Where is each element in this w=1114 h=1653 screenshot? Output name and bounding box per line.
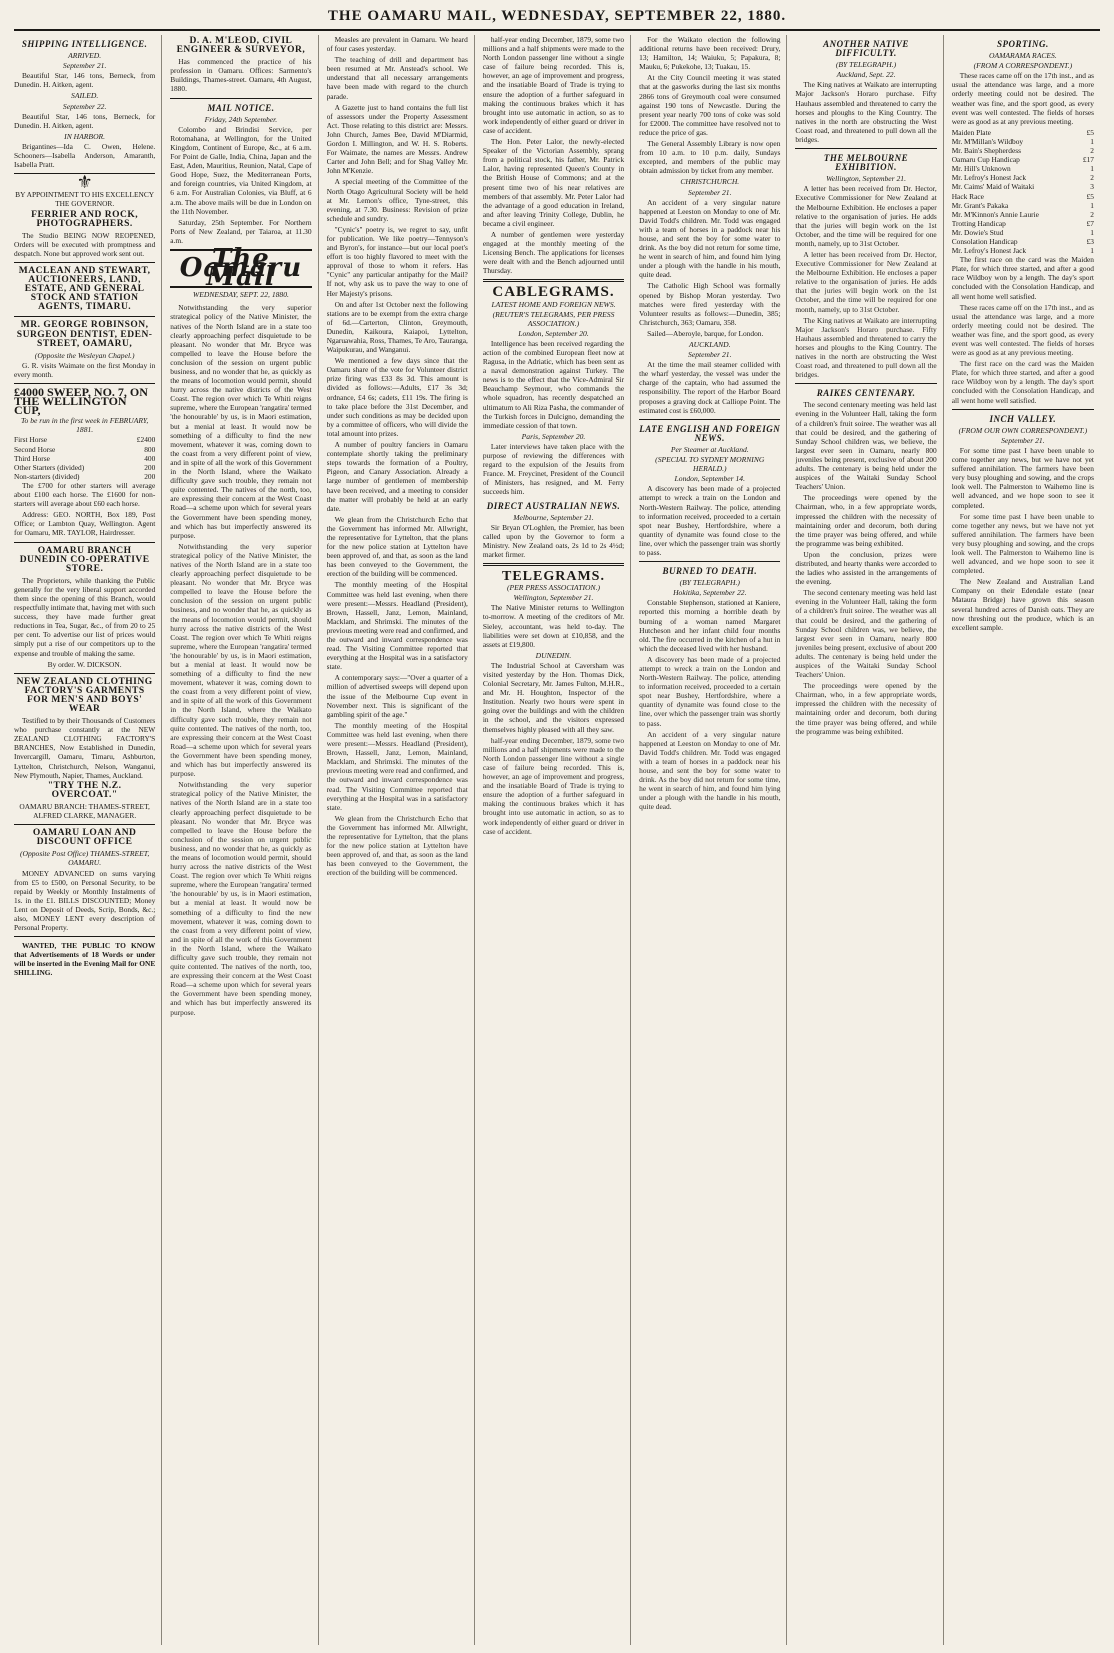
native-difficulty-credit: (BY TELEGRAPH.): [835, 60, 897, 70]
harbor-head: IN HARBOR.: [64, 131, 106, 141]
native-difficulty-text: The King natives at Waikato are interrupting Major Jackson's Horaro purchase. Fifty Hauhaus assembled and threatened to carry the horses and ploughs to the King Country. The natives in the north are obstructing the West Coast road, and threatened to pull down all the bridges.: [795, 80, 937, 144]
loan-ad-title: OAMARU LOAN AND DISCOUNT OFFICE: [32, 828, 137, 848]
result-row: Mr. M'Millan's Wildboy 1: [951, 136, 1094, 146]
mail-notice-date: Friday, 24th September.: [204, 114, 278, 124]
dunedin-text-cont: half-year ending December, 1879, some two millions and a half shipments were made to the North London passenger line without a single case of failure being recorded. This is, however, an age of improvement and progress, and the insatiable Board of Trade is trying to ensure the adoption of a further safeguard in making the continuous brakes which it has brought into use automatic in action, so as to work independently of either guard or driver in case of accident.: [482, 735, 625, 836]
dunedin-head: DUNEDIN.: [535, 650, 572, 660]
divider: [483, 279, 624, 282]
column-3: [327, 35, 475, 1645]
sailed-head: SAILED.: [71, 91, 99, 101]
leader-article: Notwithstanding the very superior strategical policy of the Native Minister, the natives of the North Island are in a state too clearly approaching perfect disquietude to be pleasant. No wonder that Mr. Bryce was compelled to leave the House before the conclusion of the session on urgent public business, and no wonder that he, as quickly as the means of locomotion would permit, should hurry across the native districts of the West Coast. The region over which Te Whiti reigns supreme, where the European 'rangatira' termed 'the honourable' by us, is in Maori estimation, but a menial at least. It would now be something of a difficulty to find the new movement, whatever it was, coming down to the coast from a very different point of view, and in spite of all the work of this Government in the North Island, where the Waikato difficulty gave such trouble, they remain not quite contented. The natives of the north, too, are expressing their concern at the West Coast Road—a scheme upon which for several years the Government have been spending money, and which has but imperfectly answered its purpose.: [170, 303, 312, 540]
prize-row: Other Starters (divided) 200: [14, 462, 156, 472]
result-row: Mr. M'Kinnon's Annie Laurie 2: [951, 209, 1094, 219]
sweep-ad-sub: To be run in the first week in FEBRUARY, 1881.: [20, 416, 149, 435]
catholic-text: The Catholic High School was formally opened by Bishop Moran yesterday. Two matches were fired yesterday with the Volunteer results as follows:—Dunedin, 385; Christchurch, 363; Oamaru, 358.: [639, 281, 781, 327]
sailed-date: September 22.: [62, 101, 107, 111]
result-row: Mr. Bain's Shepherdess 2: [951, 146, 1094, 156]
paper-date: WEDNESDAY, SEPT. 22, 1880.: [192, 290, 289, 300]
races-credit: (FROM A CORRESPONDENT.): [973, 61, 1073, 71]
telegrams-dateline: Wellington, September 21.: [513, 593, 594, 603]
result-row: Mr. Dowie's Stud 1: [951, 227, 1094, 237]
divider: [14, 383, 155, 384]
divider: [639, 419, 780, 420]
cablegrams-title: CABLEGRAMS.: [492, 284, 615, 301]
result-row: Mr. Caims' Maid of Waitaki 3: [951, 182, 1094, 192]
divider: [14, 262, 155, 263]
column-7: [952, 35, 1100, 1645]
shipping-title: SHIPPING INTELLIGENCE.: [21, 39, 148, 49]
sweep-ad-title: £4000 SWEEP, NO. 7, ON THE WELLINGTON CUP,: [14, 385, 148, 418]
burned-credit: (BY TELEGRAPH.): [679, 578, 740, 588]
inch-valley-dateline: September 21.: [1001, 435, 1045, 445]
native-difficulty-head: ANOTHER NATIVE DIFFICULTY.: [823, 39, 909, 59]
column-4: [483, 35, 631, 1645]
cablegrams-text: Intelligence has been received regarding the action of the combined European fleet now at Ragusa, in the Adriatic, which has been sent as a naval demonstration against Turkey. The news is to the effect that the Vice-Admiral Sir Beauchamp Seymour, who commands the whole squadron, has recently despatched an ultimatum to Ali Riza Pasha, the commander of the Turkish forces in Dulcigno, demanding the immediate cession of that town.: [482, 338, 625, 430]
royal-crest-icon: ⚜: [76, 172, 93, 193]
news-item: "Cynic's" poetry is, we regret to say, unfit for publication. We like poetry—Tennyson's and Byron's, for instance—but our local poet's effort is too highly flavored to meet with the approval of those to whom it refers. Has "Cynic" any particular antipathy for the Mail? If not, why ask us to pave the way to one of Her Majesty's prisons.: [326, 224, 468, 298]
inch-valley-credit: (FROM OUR OWN CORRESPONDENT.): [958, 425, 1088, 435]
exhibition-dateline: Wellington, September 21.: [826, 174, 906, 184]
photo-ad-text: The Studio BEING NOW REOPENED, Orders will be executed with promptness and despatch. None but approved work sent out.: [14, 230, 156, 258]
burned-head: BURNED TO DEATH.: [662, 566, 758, 577]
telegrams-text: The Native Minister returns to Wellington to-morrow. A meeting of the creditors of Mr. Sieley, accountant, was held to-day. The liabilities were set down at £10,858, and the assets at £19,800.: [482, 603, 625, 649]
christchurch-text: An accident of a very singular nature happened at Leeston on Monday to one of Mr. David Todd's children. Mr. Todd was engaged with a team of horses in a paddock near his house, and sent the boy for some water to drink. As the boy did not return for some time, he went in search of him, and found him lying under a plough with the handle in his mouth, quite dead.: [639, 197, 781, 280]
australian-news-dateline: Melbourne, September 21.: [513, 512, 594, 522]
sweep-ad-agent: Address: GEO. NORTH, Box 189, Post Office; or Lambton Quay, Wellington. Agent for Oamaru, MR. TAYLOR, Hairdresser.: [14, 510, 156, 538]
news-item: A Gazette just to hand contains the full list of assessors under the Property Assessment Act. Those relating to this district are: Messrs. John Church, James Bee, David M'Diarmid, Gordon I. Millington, and W. H. S. Roberts. For Waimate, the names are Messrs. Andrew Carter and John Bell; and for Shag Valley Mr. John M'Kenzie.: [326, 102, 468, 176]
coop-ad-sign: By order. W. DICKSON.: [47, 659, 122, 669]
column-5: [639, 35, 787, 1645]
races-text-cont: The first race on the card was the Maiden Plate, for which three started, and after a good race Wildboy won by a length. The day's sport concluded with the Consolation Handicap, and all went home well satisfied.: [951, 359, 1094, 405]
prize-row: First Horse £2400: [14, 435, 156, 445]
australian-news-title: DIRECT AUSTRALIAN NEWS.: [486, 500, 621, 511]
news-item: A special meeting of the Committee of the North Otago Agricultural Society will be held at Mr. Lemon's office, Tyne-street, this evening, at 7.30. Business: Revision of prize schedule and sundry.: [326, 177, 468, 223]
news-item: We glean from the Christchurch Echo that the Government has informed Mr. Allwright, the representative for Lyttelton, that the plans for the new police station at Lyttelton have been approved of, and that, as soon as the land has been conveyed to the Government, the erection of the building will be commenced.: [326, 813, 468, 878]
divider: [639, 561, 780, 562]
news-item: half-year ending December, 1879, some two millions and a half shipments were made to the North London passenger line without a single case of failure being recorded. This is, however, an age of improvement and progress, and the insatiable Board of Trade is trying to ensure the adoption of a further safeguard in making the continuous brakes which it has brought into use automatic in action, so as to work independently of either guard or driver in case of accident.: [482, 35, 625, 135]
mail-notice-title: MAIL NOTICE.: [207, 102, 275, 113]
divider: [14, 673, 155, 674]
coop-ad-title: OAMARU BRANCH DUNEDIN CO-OPERATIVE STORE.: [19, 545, 150, 574]
news-item: On and after 1st October next the following stations are to be exempt from the extra charge of 6d.—Carterton, Clinton, Greymouth, Dunedin, Kaikoura, Kaiapoi, Lyttelton, Ngaruawahia, Ross, Thames, Te Aro, Tauranga, Waipukurau, and Wanganui.: [326, 299, 468, 355]
loan-ad-sub: (Opposite Post Office) THAMES-STREET, OAMARU.: [19, 849, 150, 868]
news-item: The Hon. Peter Lalor, the newly-elected Speaker of the Victorian Assembly, sprang from a political stock, his father, Mr. Patrick Lalor, having represented Queen's County in the British House of Commons; and at the present time two of his near relatives are members of that assembly. Mr. Peter Lalor had the advantage of a good education in Ireland, and after leaving Trinity College, Dublin, he became a civil engineer.: [482, 137, 625, 228]
harbor-text: Brigantines—Ida C. Owen, Helene. Schooners—Isabella Anderson, Amaranth, Isabella Pratt.: [14, 141, 156, 170]
divider: [14, 542, 155, 543]
columns: [14, 35, 1100, 1645]
auckland-head: AUCKLAND.: [689, 340, 731, 349]
exhibition-text-cont: A letter has been received from Dr. Hector, Executive Commissioner for New Zealand at the Melbourne Exhibition. He encloses a paper relative to the organisation of juries. He adds that the juries will begin work on the 1st October, and the time will be required for one month, namely, up to 31st October.: [795, 249, 937, 314]
paris-dateline: Paris, September 20.: [521, 431, 586, 441]
sailed-text: Sailed—Aberoyle, barque, for London.: [647, 328, 764, 338]
column-1: [14, 35, 162, 1645]
result-row: Hack Race £5: [951, 191, 1094, 201]
inch-valley-text-cont: For some time past I have been unable to come together any news, but we have not yet suffered annihilation. The farmers have been very busy ploughing and sowing, and the crops look well. The Palmerston to Waihemo line is well advanced, and we hope soon to see it completed.: [951, 511, 1094, 576]
raikes-head: RAIKES CENTENARY.: [816, 388, 916, 399]
result-row: Mr. Grant's Pakaka 1: [951, 200, 1094, 210]
result-row: Consolation Handicap £3: [951, 236, 1094, 246]
clothing-ad-title: NEW ZEALAND CLOTHING FACTORY'S GARMENTS FOR MEN'S AND BOYS' WEAR: [16, 676, 153, 714]
news-item: We mentioned a few days since that the Oamaru share of the vote for Volunteer district prize firing was £33 8s 3d. This amount is divided as follows:—Adults, £17 3s 3d; ordnance, £4 6s; cadets, £11 19s. The firing is to take place before the 31st December, and under such conditions as may be decided upon by a committee of officers, who will divide the total amount into prizes.: [326, 356, 468, 438]
auction-ad-title: MACLEAN AND STEWART, AUCTIONEERS, LAND, ESTATE, AND GENERAL STOCK AND STATION AGENTS, TIMARU.: [18, 265, 151, 313]
result-row: Maiden Plate £5: [951, 127, 1094, 137]
divider: [952, 409, 1094, 410]
news-item: The teaching of drill and department has been resumed at Mr. Anstead's school. We understand that all necessary arrangements have been made with regard to the church parade.: [326, 55, 468, 101]
raikes-text-2: The proceedings were opened by the Chairman, who, in a few appropriate words, impressed the children with the necessity of maintaining order and decorum, both during the time prayer was being offered, and while the programme was being exhibited.: [795, 493, 937, 548]
christchurch-head: CHRISTCHURCH.: [680, 177, 740, 187]
divider: [14, 316, 155, 317]
inch-valley-head: INCH VALLEY.: [989, 413, 1057, 424]
prize-list: [14, 435, 155, 480]
australian-news-text: Sir Bryan O'Loghlen, the Premier, has been called upon by the Governor to form a Ministry. New Zealand oats, 2s 1d to 2s 4½d; market firmer.: [482, 522, 625, 559]
divider: [170, 98, 311, 99]
arrived-text: Beautiful Star, 146 tons, Berneck, from Dunedin. H. Aitken, agent.: [14, 71, 156, 90]
raikes-text-cont: The second centenary meeting was held last evening in the Volunteer Hall, taking the form of a children's fruit soiree. The weather was all that could be desired, and the gathering of Sunday School children was, we believe, the largest ever seen in Oamaru, nearly 800 juveniles being present, exclusive of about 200 adults. The centenary is being held under the auspices of the Waitaki Sunday School Teachers' Union.: [795, 588, 937, 680]
raikes-text: The second centenary meeting was held last evening in the Volunteer Hall, taking the form of a children's fruit soiree. The weather was all that could be desired, and the gathering of Sunday School children was, we believe, the largest ever seen in Oamaru, nearly 800 juveniles being present, exclusive of about 200 adults. The centenary is being held under the auspices of the Waitaki Sunday School Teachers' Union.: [795, 400, 937, 492]
divider: [795, 148, 936, 149]
cablegrams-credit: (REUTER'S TELEGRAMS, PER PRESS ASSOCIATION.): [492, 309, 615, 328]
news-item: A number of gentlemen were yesterday engaged at the monthly meeting of the Licensing Bench. The applications for licenses were dealt with and the Bench adjourned until Thursday.: [482, 229, 625, 276]
news-item: For the Waikato election the following additional returns have been received: Drury, 13; Hamilton, 14; Waiuku, 5; Papakura, 8; Mauku, 6; Pukekohe, 13; Tuakau, 15.: [639, 35, 781, 72]
coop-ad-text: The Proprietors, while thanking the Public generally for the very liberal support accorded them since the opening of this Branch, would respectfully intimate that, having met with such success, they have made further great reductions in Tea, Sugar, &c., of from 20 to 25 per cent. To advertise our list of prices would simply put a rise of our competitors up to the expense and trouble of making the same.: [14, 575, 156, 658]
clothing-ad-text: Testified to by their Thousands of Customers who purchase constantly at the NEW ZEALAND CLOTHING FACTORY'S BRANCHES, Now Established in Dunedin, Invercargill, Oamaru, Timaru, Ashburton, Lyttelton, Christchurch, Nelson, Wanganui, New Plymouth, Napier, Thames, Auckland.: [14, 716, 156, 780]
inch-valley-text: For some time past I have been unable to come together any news, but we have not yet suffered annihilation. The farmers have been very busy ploughing and sowing, and the crops look well. The Palmerston to Waihemo line is well advanced, and we hope soon to see it completed.: [951, 445, 1094, 510]
race-results: [952, 128, 1094, 255]
mail-notice-saturday: Saturday, 25th September. For Northern Ports of New Zealand, per Taiaroa, at 11.30 a.m.: [170, 217, 312, 245]
telegrams-credit: (PER PRESS ASSOCIATION.): [506, 583, 600, 593]
divider: [795, 383, 936, 384]
result-row: Mr. Lefroy's Honest Jack 2: [951, 173, 1094, 183]
news-item: The monthly meeting of the Hospital Committee was held last evening, when there were present:—Messrs. Headland (President), Brown, Hassell, Janz, Lemon, Mainland, Macklam, and Shrimski. The minutes of the previous meeting were read and confirmed, and the outward and inward correspondence was read. The Visiting Committee reported that everything at the Hospital was in a satisfactory state.: [326, 580, 468, 672]
leader-article-cont: Notwithstanding the very superior strategical policy of the Native Minister, the natives of the North Island are in a state too clearly approaching perfect disquietude to be pleasant. No wonder that Mr. Bryce was compelled to leave the House before the conclusion of the session on urgent public business, and no wonder that he, as quickly as the means of locomotion would permit, should hurry across the native districts of the West Coast. The region over which Te Whiti reigns supreme, where the European 'rangatira' termed 'the honourable' by us, is in Maori estimation, but a menial at least. It would now be something of a difficulty to find the new movement, whatever it was, coming down to the coast from a very different point of view, and in spite of all the work of this Government in the North Island, where the Waikato difficulty gave such trouble, they remain not quite contented. The natives of the north, too, are expressing their concern at the West Coast Road—a scheme upon which for several years the Government have been spending money, and which has but imperfectly answered its purpose.: [170, 780, 312, 1017]
news-item: A number of poultry fanciers in Oamaru contemplate shortly taking the preliminary steps towards the formation of a Poultry, Pigeon, and Canary Association. Already a large number of gentlemen of membership have been received, and a meeting to consider the matter will probably be held at an early date.: [326, 440, 468, 513]
raikes-text-cont: The proceedings were opened by the Chairman, who, in a few appropriate words, impressed the children with the necessity of maintaining order and decorum, both during the time prayer was being offered, and while the programme was being exhibited.: [795, 681, 937, 736]
result-row: Mr. Lefroy's Honest Jack 1: [951, 246, 1094, 256]
engineer-ad-title: D. A. M'LEOD, CIVIL ENGINEER & SURVEYOR,: [176, 36, 306, 56]
page-masthead: THE OAMARU MAIL, WEDNESDAY, SEPTEMBER 22, 1880.: [14, 8, 1100, 31]
prize-row: Second Horse 800: [14, 444, 156, 454]
late-news-dateline: London, September 14.: [674, 474, 745, 484]
result-row: Mr. Hill's Unknown 1: [951, 164, 1094, 174]
christchurch-date: September 21.: [688, 187, 732, 197]
leader-article-cont: Notwithstanding the very superior strategical policy of the Native Minister, the natives of the North Island are in a state too clearly approaching perfect disquietude to be pleasant. No wonder that Mr. Bryce was compelled to leave the House before the conclusion of the session on urgent public business, and no wonder that he, as quickly as the means of locomotion would permit, should hurry across the native districts of the West Coast. The region over which Te Whiti reigns supreme, where the European 'rangatira' termed 'the honourable' by us, is in Maori estimation, but a menial at least. It would now be something of a difficulty to find the new movement, whatever it was, coming down to the coast from a very different point of view, and in spite of all the work of this Government in the North Island, where the Waikato difficulty gave such trouble, they remain not quite contented. The natives of the north, too, are expressing their concern at the West Coast Road—a scheme upon which for several years the Government have been spending money, and which has but imperfectly answered its purpose.: [170, 541, 312, 779]
result-row: Trotting Handicap £7: [951, 218, 1094, 228]
inch-valley-text-2: The New Zealand and Australian Land Company on their Edendale estate (near Mataura Bridge) have grown this season several hundred acres of Danish oats. They are now threshing out the produce, which is an excellent sample.: [951, 577, 1094, 632]
exhibition-text: A letter has been received from Dr. Hector, Executive Commissioner for New Zealand at the Melbourne Exhibition. He encloses a paper relative to the organisation of juries. He adds that the juries will begin work on the 1st October, and the time will be required for one month, namely, up to 31st October.: [795, 184, 937, 248]
news-item: The monthly meeting of the Hospital Committee was held last evening, when there were present:—Messrs. Headland (President), Brown, Hassell, Janz, Lemon, Mainland, Macklam, and Shrimski. The minutes of the previous meeting were read and confirmed, and the outward and inward correspondence was read. The Visiting Committee reported that everything at the Hospital was in a satisfactory state.: [326, 720, 468, 812]
overcoat-branch: OAMARU BRANCH: THAMES-STREET, ALFRED CLARKE, MANAGER.: [19, 801, 150, 821]
paper-title: The Oamaru Mail: [170, 249, 311, 288]
late-news-text: A discovery has been made of a projected attempt to wreck a train on the London and North-Western Railway. The police, attending to information received, proceeded to a certain spot near Bushey, Hertfordshire, where a quantity of dynamite was found close to the line, over which the passenger train was shortly to pass.: [639, 484, 781, 557]
divider: [14, 824, 155, 825]
news-item: We glean from the Christchurch Echo that the Government has informed Mr. Allwright, the representative for Lyttelton, that the plans for the new police station at Lyttelton have been approved of, and that, as soon as the land has been conveyed to the Government, the erection of the building will be commenced.: [326, 514, 468, 579]
result-row: Oamaru Cup Handicap £17: [951, 155, 1094, 165]
auckland-text: At the time the mail steamer collided with the wharf yesterday, the vessel was under the charge of the captain, who had assumed the responsibility. The report of the Harbor Board proposes a graving dock at Calliope Point. The estimated cost is £60,000.: [639, 360, 781, 415]
races-text: These races came off on the 17th inst., and as usual the attendance was large, and a more orderly meeting could not be desired. The weather was fine, and the sport good, as every event was well contested. The fields of horses were as good as at any previous meeting.: [951, 71, 1094, 126]
news-item: Measles are prevalent in Oamaru. We heard of four cases yesterday.: [326, 35, 468, 54]
sailed-text: Beautiful Star, 146 tons, Berneck, for Dunedin. H. Aitken, agent.: [14, 111, 156, 130]
late-news-sub: Per Steamer at Auckland.: [670, 444, 749, 454]
burned-text-cont: An accident of a very singular nature happened at Leeston on Monday to one of Mr. David Todd's children. Mr. Todd was engaged with a team of horses in a paddock near his house, and sent the boy for some water to drink. As the boy did not return for some time, he went in search of him, and found him lying under a plough with the handle in his mouth, quite dead.: [639, 729, 781, 812]
loan-ad-text: MONEY ADVANCED on sums varying from £5 to £500, on Personal Security, to be repaid by Weekly or Monthly Instalments of 1s. in the £1. BILLS DISCOUNTED; Money Lent on Deposit of Deeds, Scrip, Bonds, &c.; also, MONEY LENT every description of Personal Property.: [14, 868, 156, 933]
exhibition-text-cont: The King natives at Waikato are interrupting Major Jackson's Horaro purchase. Fifty Hauhaus assembled and threatened to carry the horses and ploughs to the King Country. The natives in the north are obstructing the West Coast road, and threatened to pull down all the bridges.: [795, 315, 937, 380]
prize-row: Third Horse 400: [14, 453, 156, 463]
burned-text-cont: A discovery has been made of a projected attempt to wreck a train on the London and North-Western Railway. The police, attending to information received, proceeded to a certain spot near Bushey, Hertfordshire, where a quantity of dynamite was found close to the line, over which the passenger train was shortly to pass.: [639, 654, 781, 728]
photo-ad-title: FERRIER AND ROCK, PHOTOGRAPHERS.: [31, 209, 139, 229]
mail-notice-text: Colombo and Brindisi Service, per Rotomahana, at Wellington, for the United Kingdom, Continent of Europe, &c., at 6 a.m. For Point de Galle, India, China, Japan and the East, Aden, Mauritius, Reunion, Natal, Cape of Good Hope, Suez, the Mediterranean Ports, and foreign countries, via United Kingdom, at 6 a.m. For Australian Colonies, via Bluff, at 6 a.m. The above mails will be due in London on the 11th November.: [170, 124, 312, 216]
late-news-head: LATE ENGLISH AND FOREIGN NEWS.: [639, 423, 781, 443]
column-2: [170, 35, 318, 1645]
cablegrams-sub: LATEST HOME AND FOREIGN NEWS.: [491, 299, 616, 309]
burned-dateline: Hokitika, September 22.: [673, 588, 747, 598]
sporting-head: SPORTING.: [996, 39, 1049, 49]
news-item: The General Assembly Library is now open from 10 a.m. to 10 p.m. daily, Sundays excepted, and members of the public may obtain admission by ticket from any member.: [639, 139, 781, 176]
dentist-ad-sub: (Opposite the Wesleyan Chapel.): [34, 350, 135, 360]
native-difficulty-dateline: Auckland, Sept. 22.: [836, 70, 896, 80]
dentist-ad-title: MR. GEORGE ROBINSON, SURGEON DENTIST, EDEN-STREET, OAMARU,: [16, 320, 153, 349]
arrived-head: ARRIVED.: [68, 51, 102, 61]
news-item: At the City Council meeting it was stated that at the gasworks during the last six months 2866 tons of Greymouth coal were consumed against 190 tons of Newcastle. During the present year nearly 700 tons of coke was sold for £2000. The committee have resolved not to reduce the price of gas.: [639, 73, 781, 137]
paris-text: Later interviews have taken place with the purpose of reviewing the differences with regard to the expulsion of the Jesuits from France. M. Freycinet, President of the Council of Ministers, has resigned, and M. Ferry succeeds him.: [482, 441, 625, 497]
races-text-cont: These races came off on the 17th inst., and as usual the attendance was large, and a more orderly meeting could not be desired. The weather was fine, and the sport good, as every event was well contested. The fields of horses were as good as at any previous meeting.: [951, 302, 1094, 358]
prize-row: Non-starters (divided) 200: [14, 471, 156, 481]
races-head: OAMARAMA RACES.: [988, 51, 1057, 61]
dunedin-text: The Industrial School at Caversham was visited yesterday by the Hon. Thomas Dick, Colonial Secretary, Mr. James Fulton, M.H.R., and Mr. H. Houghton, Inspector of the Institution. Nearly two hours were spent in going over the buildings and with the children in the school, and the visitors expressed themselves highly pleased with all they saw.: [482, 660, 625, 734]
burned-text: Constable Stephenson, stationed at Kaniere, reported this morning a horrible death by burning of a woman named Margaret Hutcheson and her infant child four months old. The fire occurred in the kitchen of a hut in which the deceased lived with her husband.: [639, 598, 781, 653]
auckland-date: September 21.: [688, 350, 732, 360]
appointment-text: BY APPOINTMENT TO HIS EXCELLENCY THE GOVERNOR.: [15, 190, 155, 209]
exhibition-head: THE MELBOURNE EXHIBITION.: [823, 153, 909, 173]
races-text-2: The first race on the card was the Maiden Plate, for which three started, and after a good race Wildboy won by a length. The day's sport concluded with the Consolation Handicap, and all went home well satisfied.: [951, 255, 1094, 301]
dentist-ad-text: G. R. visits Waimate on the first Monday in every month.: [14, 360, 156, 379]
divider: [14, 936, 155, 937]
cablegrams-dateline: London, September 20.: [518, 328, 589, 338]
news-item: A contemporary says:—"Over a quarter of a million of advertised sweeps will depend upon the issue of the Melbourne Cup event in November next. This is significant of the gambling spirit of the age.": [326, 673, 468, 719]
overcoat-slogan: "TRY THE N.Z. OVERCOAT.": [47, 780, 122, 800]
column-6: [795, 35, 943, 1645]
divider: [483, 563, 624, 566]
wanted-ad: WANTED, THE PUBLIC TO KNOW that Advertisements of 18 Words or under will be inserted in the Evening Mail for ONE SHILLING.: [14, 941, 156, 978]
engineer-ad-text: Has commenced the practice of his profession in Oamaru. Offices: Sarmento's Buildings, Thames-street. Oamaru, 4th August, 1880.: [170, 57, 312, 94]
raikes-text-3: Upon the conclusion, prizes were distributed, and hearty thanks were accorded to the ladies who assisted in the arrangements of the evening.: [795, 549, 937, 587]
late-news-credit: (SPECIAL TO SYDNEY MORNING HERALD.): [655, 455, 765, 474]
arrived-date: September 21.: [62, 61, 107, 71]
sweep-ad-text: The £700 for other starters will average about £100 each horse. The £1600 for non-starters will average about £60 each horse.: [14, 480, 156, 509]
telegrams-title: TELEGRAMS.: [502, 569, 605, 585]
